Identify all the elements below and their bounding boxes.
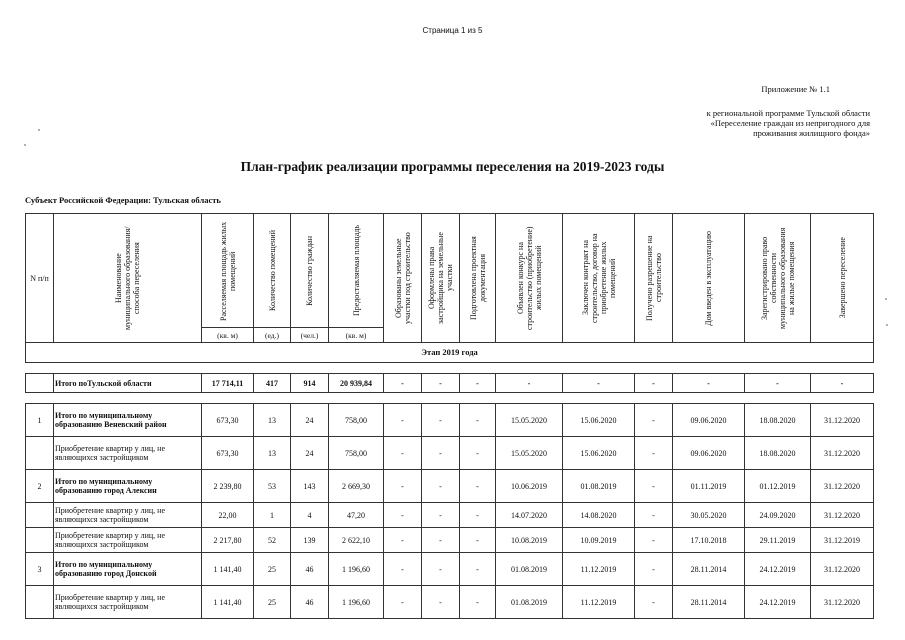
unit-area: (кв. м) — [202, 328, 254, 343]
unit-people: (чел.) — [291, 328, 329, 343]
cell-number — [26, 374, 54, 393]
appendix-title: Приложение № 1.1 — [761, 84, 830, 94]
cell-land-rights: - — [422, 553, 460, 586]
cell-people: 24 — [291, 404, 329, 437]
cell-area: 673,30 — [202, 437, 254, 470]
cell-number: 2 — [26, 470, 54, 503]
cell-provided: 47,20 — [329, 503, 384, 528]
cell-commissioned: 09.06.2020 — [673, 404, 745, 437]
cell-permit: - — [635, 528, 673, 553]
document-title: План-график реализации программы переселения на 2019-2023 годы — [240, 159, 665, 174]
table-row — [26, 437, 874, 470]
cell-land-formed: - — [384, 374, 422, 393]
cell-number — [26, 586, 54, 619]
cell-name: Итого поТульской области — [54, 374, 202, 393]
cell-rooms: 1 — [254, 503, 291, 528]
header-land-formed: Образованы земельные участки под строительство — [384, 214, 422, 343]
cell-land-formed: - — [384, 586, 422, 619]
cell-permit: - — [635, 374, 673, 393]
cell-people: 139 — [291, 528, 329, 553]
cell-provided: 20 939,84 — [329, 374, 384, 393]
cell-project-docs: - — [460, 470, 496, 503]
table-row — [26, 404, 874, 437]
scan-speck — [38, 129, 40, 131]
cell-completed: 31.12.2020 — [811, 586, 874, 619]
cell-completed: 31.12.2020 — [811, 553, 874, 586]
stage-label: Этап 2019 года — [26, 343, 874, 363]
table-row — [26, 586, 874, 619]
cell-number: 1 — [26, 404, 54, 437]
cell-ownership: 24.12.2019 — [745, 586, 811, 619]
relocation-schedule-table — [25, 213, 874, 619]
appendix-description — [640, 108, 870, 138]
cell-completed: 31.12.2019 — [811, 528, 874, 553]
cell-land-rights: - — [422, 503, 460, 528]
cell-commissioned: 30.05.2020 — [673, 503, 745, 528]
cell-land-rights: - — [422, 586, 460, 619]
cell-name: Приобретение квартир у лиц, не являющихся застройщиком — [54, 503, 202, 528]
header-contract: Заключен контракт на строительство, договор на приобретение жилых помещений — [563, 214, 635, 343]
cell-rooms: 13 — [254, 437, 291, 470]
cell-land-formed: - — [384, 528, 422, 553]
cell-people: 143 — [291, 470, 329, 503]
cell-commissioned: 09.06.2020 — [673, 437, 745, 470]
cell-permit: - — [635, 553, 673, 586]
cell-provided: 2 622,10 — [329, 528, 384, 553]
cell-land-rights: - — [422, 470, 460, 503]
header-area: Расселяемая площадь жилых помещений — [202, 214, 254, 328]
spacer-cell — [26, 393, 874, 404]
spacer-row — [26, 393, 874, 404]
cell-contract: 14.08.2020 — [563, 503, 635, 528]
cell-permit: - — [635, 470, 673, 503]
cell-commissioned: 28.11.2014 — [673, 586, 745, 619]
cell-completed: 31.12.2020 — [811, 470, 874, 503]
cell-tender: 10.06.2019 — [496, 470, 563, 503]
cell-ownership: 01.12.2019 — [745, 470, 811, 503]
cell-rooms: 25 — [254, 553, 291, 586]
cell-land-rights: - — [422, 404, 460, 437]
cell-land-rights: - — [422, 437, 460, 470]
stage-row — [26, 343, 874, 363]
cell-area: 2 217,80 — [202, 528, 254, 553]
spacer-cell — [26, 363, 874, 374]
cell-people: 914 — [291, 374, 329, 393]
cell-permit: - — [635, 437, 673, 470]
table-row — [26, 503, 874, 528]
page-number: Страница 1 из 5 — [422, 26, 483, 35]
cell-completed: 31.12.2020 — [811, 503, 874, 528]
cell-ownership: - — [745, 374, 811, 393]
cell-project-docs: - — [460, 586, 496, 619]
header-row — [26, 214, 874, 328]
cell-contract: 15.06.2020 — [563, 404, 635, 437]
cell-number — [26, 528, 54, 553]
cell-people: 46 — [291, 553, 329, 586]
cell-people: 4 — [291, 503, 329, 528]
cell-project-docs: - — [460, 528, 496, 553]
cell-people: 24 — [291, 437, 329, 470]
cell-commissioned: 28.11.2014 — [673, 553, 745, 586]
cell-land-rights: - — [422, 528, 460, 553]
cell-permit: - — [635, 503, 673, 528]
cell-project-docs: - — [460, 503, 496, 528]
scan-speck — [885, 298, 887, 300]
cell-tender: 10.08.2019 — [496, 528, 563, 553]
appendix-line-2: «Переселение граждан из непригодного для — [710, 118, 870, 128]
cell-completed: 31.12.2020 — [811, 404, 874, 437]
cell-ownership: 18.08.2020 — [745, 437, 811, 470]
cell-ownership: 29.11.2019 — [745, 528, 811, 553]
cell-commissioned: - — [673, 374, 745, 393]
cell-rooms: 52 — [254, 528, 291, 553]
header-permit: Получено разрешение на строительство — [635, 214, 673, 343]
cell-area: 17 714,11 — [202, 374, 254, 393]
cell-ownership: 24.12.2019 — [745, 553, 811, 586]
cell-ownership: 24.09.2020 — [745, 503, 811, 528]
cell-project-docs: - — [460, 437, 496, 470]
cell-provided: 758,00 — [329, 404, 384, 437]
header-people: Количество граждан — [291, 214, 329, 328]
cell-contract: - — [563, 374, 635, 393]
cell-commissioned: 01.11.2019 — [673, 470, 745, 503]
cell-rooms: 25 — [254, 586, 291, 619]
cell-name: Приобретение квартир у лиц, не являющихся застройщиком — [54, 528, 202, 553]
unit-provided-area: (кв. м) — [329, 328, 384, 343]
cell-rooms: 13 — [254, 404, 291, 437]
table-row — [26, 470, 874, 503]
cell-name: Итого по муниципальному образованию город Донской — [54, 553, 202, 586]
cell-tender: 01.08.2019 — [496, 553, 563, 586]
cell-people: 46 — [291, 586, 329, 619]
cell-land-formed: - — [384, 503, 422, 528]
cell-number: 3 — [26, 553, 54, 586]
header-completed: Завершено переселение — [811, 214, 874, 343]
cell-provided: 1 196,60 — [329, 586, 384, 619]
table-row — [26, 553, 874, 586]
cell-contract: 10.09.2019 — [563, 528, 635, 553]
header-municipality: Наименование муниципального образования/способа переселения — [54, 214, 202, 343]
cell-area: 673,30 — [202, 404, 254, 437]
cell-area: 2 239,80 — [202, 470, 254, 503]
cell-permit: - — [635, 586, 673, 619]
cell-contract: 15.06.2020 — [563, 437, 635, 470]
cell-project-docs: - — [460, 404, 496, 437]
cell-tender: 15.05.2020 — [496, 437, 563, 470]
cell-ownership: 18.08.2020 — [745, 404, 811, 437]
scan-speck — [886, 324, 888, 326]
header-project-docs: Подготовлена проектная документация — [460, 214, 496, 343]
cell-land-formed: - — [384, 553, 422, 586]
cell-completed: 31.12.2020 — [811, 437, 874, 470]
spacer-row — [26, 363, 874, 374]
cell-name: Итого по муниципальному образованию город Алексин — [54, 470, 202, 503]
cell-completed: - — [811, 374, 874, 393]
appendix-line-1: к региональной программе Тульской области — [706, 108, 870, 118]
cell-rooms: 53 — [254, 470, 291, 503]
cell-area: 22,00 — [202, 503, 254, 528]
header-commissioned: Дом введен в эксплуатацию — [673, 214, 745, 343]
cell-commissioned: 17.10.2018 — [673, 528, 745, 553]
cell-provided: 1 196,60 — [329, 553, 384, 586]
cell-tender: 14.07.2020 — [496, 503, 563, 528]
cell-tender: 15.05.2020 — [496, 404, 563, 437]
header-land-rights: Оформлены права застройщика на земельные участки — [422, 214, 460, 343]
cell-number — [26, 503, 54, 528]
cell-provided: 2 669,30 — [329, 470, 384, 503]
cell-name: Итого по муниципальному образованию Веневский район — [54, 404, 202, 437]
cell-name: Приобретение квартир у лиц, не являющихся застройщиком — [54, 437, 202, 470]
cell-land-formed: - — [384, 437, 422, 470]
header-rooms: Количество помещений — [254, 214, 291, 328]
header-provided-area: Предоставляемая площадь — [329, 214, 384, 328]
header-tender: Объявлен конкурс на строительство (приобретение) жилых помещений — [496, 214, 563, 343]
cell-tender: 01.08.2019 — [496, 586, 563, 619]
cell-rooms: 417 — [254, 374, 291, 393]
cell-project-docs: - — [460, 553, 496, 586]
cell-land-rights: - — [422, 374, 460, 393]
cell-area: 1 141,40 — [202, 586, 254, 619]
cell-tender: - — [496, 374, 563, 393]
cell-contract: 01.08.2019 — [563, 470, 635, 503]
cell-provided: 758,00 — [329, 437, 384, 470]
header-row-number: N п/п — [26, 214, 54, 343]
cell-contract: 11.12.2019 — [563, 586, 635, 619]
appendix-line-3: проживания жилищного фонда» — [753, 128, 870, 138]
cell-land-formed: - — [384, 470, 422, 503]
cell-name: Приобретение квартир у лиц, не являющихся застройщиком — [54, 586, 202, 619]
unit-rooms: (ед.) — [254, 328, 291, 343]
table-row — [26, 528, 874, 553]
header-ownership: Зарегистрировано право собственности муниципального образования на жилые помещения — [745, 214, 811, 343]
cell-number — [26, 437, 54, 470]
cell-land-formed: - — [384, 404, 422, 437]
cell-contract: 11.12.2019 — [563, 553, 635, 586]
cell-project-docs: - — [460, 374, 496, 393]
cell-area: 1 141,40 — [202, 553, 254, 586]
table-row — [26, 374, 874, 393]
federation-subject: Субъект Российской Федерации: Тульская область — [25, 195, 221, 205]
cell-permit: - — [635, 404, 673, 437]
scan-speck — [24, 144, 26, 146]
